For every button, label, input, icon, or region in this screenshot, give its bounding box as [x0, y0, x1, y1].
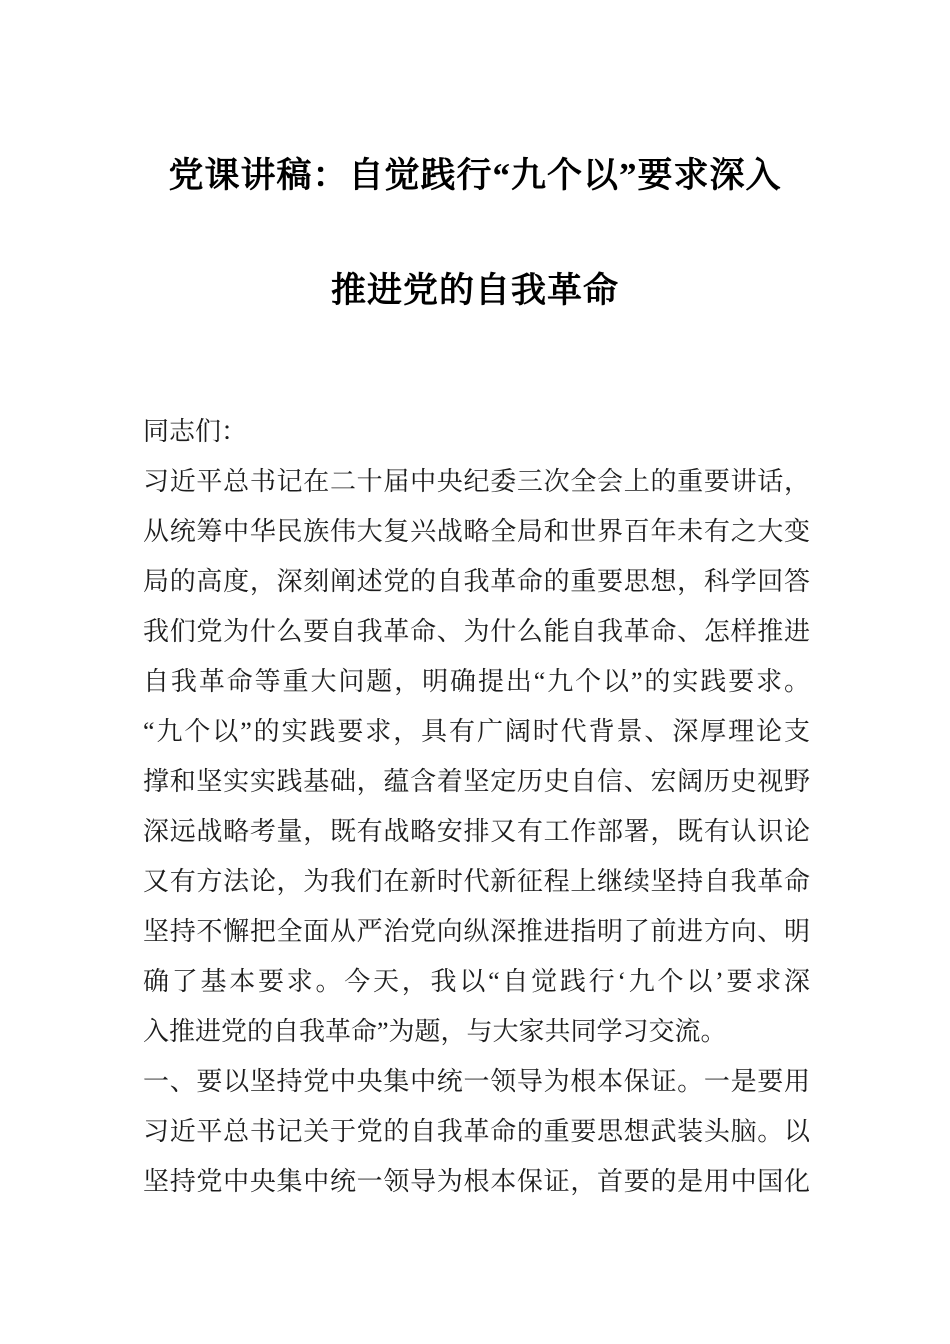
body-line: 同志们： — [143, 417, 248, 446]
body-line: 从统筹中华民族伟大复兴战略全局和世界百年未有之大变 — [143, 517, 810, 546]
body-line: 习近平总书记在二十届中央纪委三次全会上的重要讲话， — [143, 467, 810, 496]
document-body — [0, 407, 950, 1207]
body-line: 撑和坚实实践基础，蕴含着坚定历史自信、宏阔历史视野 — [143, 767, 810, 796]
body-line: 又有方法论，为我们在新时代新征程上继续坚持自我革命 — [143, 867, 810, 896]
title-line-1: 党课讲稿：自觉践行“九个以”要求深入 — [168, 156, 782, 195]
body-line: 习近平总书记关于党的自我革命的重要思想武装头脑。以 — [143, 1117, 810, 1146]
body-line: “九个以”的实践要求，具有广阔时代背景、深厚理论支 — [143, 717, 810, 746]
body-line: 入推进党的自我革命”为题，与大家共同学习交流。 — [143, 1017, 727, 1046]
title-line-2: 推进党的自我革命 — [330, 271, 619, 310]
document-title — [0, 152, 950, 315]
body-line: 自我革命等重大问题，明确提出“九个以”的实践要求。 — [143, 667, 810, 696]
body-line: 深远战略考量，既有战略安排又有工作部署，既有认识论 — [143, 817, 810, 846]
body-line: 我们党为什么要自我革命、为什么能自我革命、怎样推进 — [143, 617, 810, 646]
body-line: 局的高度，深刻阐述党的自我革命的重要思想，科学回答 — [143, 567, 810, 596]
body-line: 确了基本要求。今天，我以“自觉践行‘九个以’要求深 — [143, 967, 810, 996]
body-line: 坚持党中央集中统一领导为根本保证，首要的是用中国化 — [143, 1167, 810, 1196]
body-line: 一、要以坚持党中央集中统一领导为根本保证。一是要用 — [143, 1067, 810, 1096]
body-line: 坚持不懈把全面从严治党向纵深推进指明了前进方向、明 — [143, 917, 810, 946]
